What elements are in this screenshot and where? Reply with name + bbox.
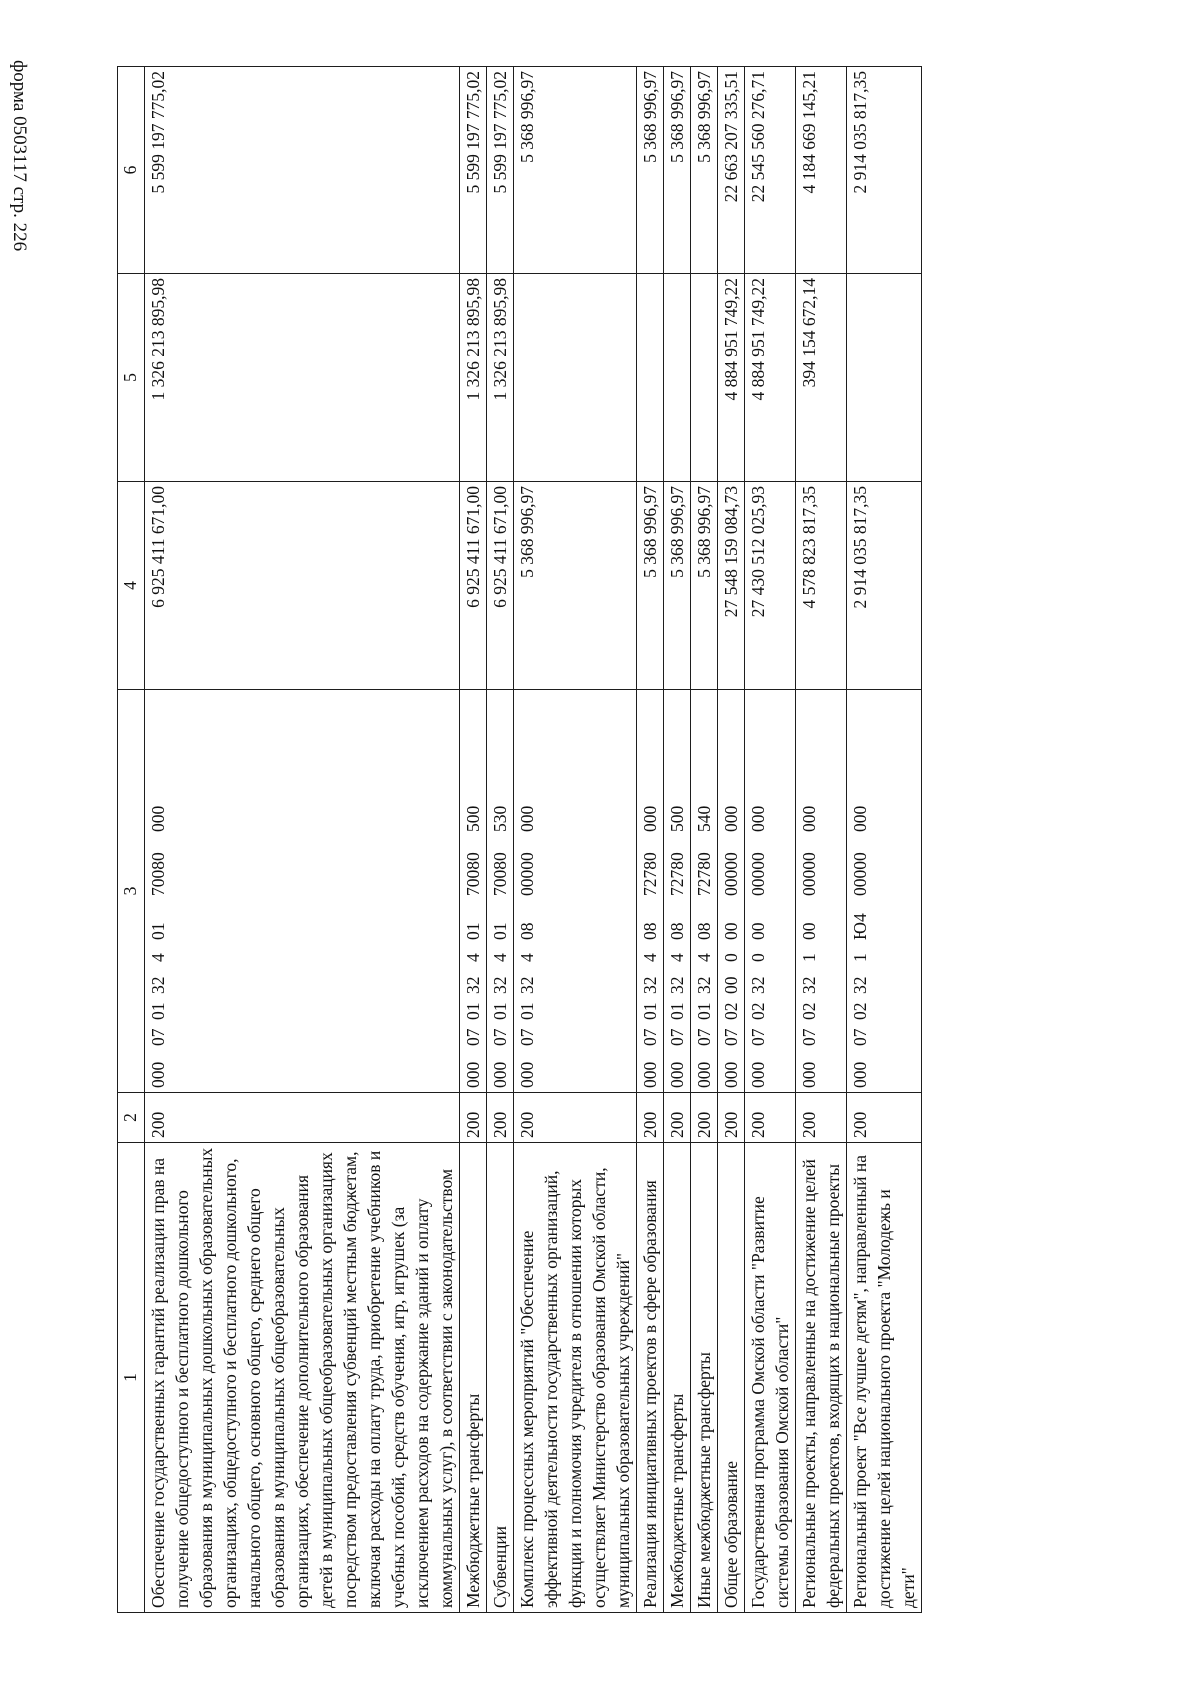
table-row — [745, 67, 796, 1613]
table-row — [847, 67, 922, 1613]
row-executed: 1 326 213 895,98 — [145, 274, 460, 482]
code-part: 00000 — [850, 852, 870, 896]
budget-table — [117, 66, 922, 1613]
row-name: Межбюджетные трансферты — [664, 1143, 691, 1613]
code-part: 08 — [667, 922, 687, 940]
row-unexecuted: 4 184 669 145,21 — [796, 67, 847, 274]
row-line-code: 200 — [745, 1093, 796, 1143]
code-part: 07 — [694, 1028, 714, 1046]
code-part: 07 — [517, 1028, 537, 1046]
code-part: 000 — [640, 1061, 660, 1088]
code-part: 08 — [640, 922, 660, 940]
row-unexecuted: 5 368 996,97 — [637, 67, 664, 274]
row-budget-code — [718, 690, 745, 1093]
code-part: 72780 — [640, 852, 660, 896]
form-header: форма 0503117 стр. 226 — [9, 60, 30, 252]
row-name: Региональные проекты, направленные на достижение целей федеральных проектов, входящих в национальные проекты — [796, 1143, 847, 1613]
row-unexecuted: 22 663 207 335,51 — [718, 67, 745, 274]
row-unexecuted: 22 545 560 276,71 — [745, 67, 796, 274]
row-unexecuted: 5 599 197 775,02 — [460, 67, 487, 274]
row-unexecuted: 5 368 996,97 — [691, 67, 718, 274]
row-line-code: 200 — [487, 1093, 514, 1143]
row-approved: 6 925 411 671,00 — [460, 482, 487, 690]
code-part: 00000 — [517, 852, 537, 896]
row-approved: 5 368 996,97 — [637, 482, 664, 690]
code-part: 000 — [850, 805, 870, 832]
code-part: 000 — [667, 1061, 687, 1088]
code-part: 00 — [799, 922, 819, 940]
code-part: 01 — [148, 1002, 168, 1020]
row-approved: 27 548 159 084,73 — [718, 482, 745, 690]
row-executed: 1 326 213 895,98 — [487, 274, 514, 482]
code-part: 000 — [721, 805, 741, 832]
code-part: 540 — [694, 805, 714, 832]
code-part: 32 — [799, 976, 819, 994]
table-row — [460, 67, 487, 1613]
code-part: 500 — [463, 805, 483, 832]
row-line-code: 200 — [718, 1093, 745, 1143]
code-part: 07 — [721, 1028, 741, 1046]
code-part: 000 — [694, 1061, 714, 1088]
row-unexecuted: 5 368 996,97 — [664, 67, 691, 274]
row-budget-code — [487, 690, 514, 1093]
row-name: Региональный проект "Все лучшее детям", направленный на достижение целей национального проекта "Молодежь и дети" — [847, 1143, 922, 1613]
col-header-1: 1 — [118, 1143, 145, 1613]
code-part: 00000 — [799, 852, 819, 896]
code-part: 00 — [748, 922, 768, 940]
code-part: 000 — [490, 1061, 510, 1088]
row-budget-code — [514, 690, 637, 1093]
code-part: 32 — [748, 976, 768, 994]
row-line-code: 200 — [637, 1093, 664, 1143]
row-budget-code — [460, 690, 487, 1093]
code-part: 4 — [463, 953, 483, 962]
table-row — [637, 67, 664, 1613]
row-approved: 4 578 823 817,35 — [796, 482, 847, 690]
code-part: 4 — [667, 953, 687, 962]
row-approved: 6 925 411 671,00 — [145, 482, 460, 690]
code-part: Ю4 — [850, 913, 870, 940]
row-line-code: 200 — [691, 1093, 718, 1143]
code-part: 32 — [463, 976, 483, 994]
row-approved: 6 925 411 671,00 — [487, 482, 514, 690]
row-line-code: 200 — [460, 1093, 487, 1143]
code-part: 02 — [799, 1002, 819, 1020]
code-part: 01 — [694, 1002, 714, 1020]
row-unexecuted: 5 368 996,97 — [514, 67, 637, 274]
row-executed: 394 154 672,14 — [796, 274, 847, 482]
code-part: 000 — [748, 805, 768, 832]
code-part: 000 — [640, 805, 660, 832]
row-budget-code — [664, 690, 691, 1093]
code-part: 000 — [517, 1061, 537, 1088]
code-part: 72780 — [694, 852, 714, 896]
code-part: 000 — [799, 805, 819, 832]
row-line-code: 200 — [514, 1093, 637, 1143]
rotated-page — [117, 67, 1004, 1613]
code-part: 32 — [850, 976, 870, 994]
code-part: 00000 — [721, 852, 741, 896]
code-part: 32 — [640, 976, 660, 994]
column-number-row — [118, 67, 145, 1613]
row-budget-code — [745, 690, 796, 1093]
code-part: 01 — [640, 1002, 660, 1020]
row-budget-code — [847, 690, 922, 1093]
code-part: 0 — [748, 953, 768, 962]
row-executed: 4 884 951 749,22 — [745, 274, 796, 482]
code-part: 530 — [490, 805, 510, 832]
row-approved: 2 914 035 817,35 — [847, 482, 922, 690]
code-part: 000 — [517, 805, 537, 832]
table-row — [691, 67, 718, 1613]
code-part: 4 — [694, 953, 714, 962]
code-part: 32 — [694, 976, 714, 994]
row-executed: 4 884 951 749,22 — [718, 274, 745, 482]
code-part: 01 — [490, 922, 510, 940]
code-part: 08 — [694, 922, 714, 940]
code-part: 000 — [850, 1061, 870, 1088]
code-part: 000 — [721, 1061, 741, 1088]
col-header-6: 6 — [118, 67, 145, 274]
row-name: Субвенции — [487, 1143, 514, 1613]
code-part: 07 — [850, 1028, 870, 1046]
col-header-5: 5 — [118, 274, 145, 482]
row-name: Комплекс процессных мероприятий "Обеспечение эффективной деятельности государственных организаций, функции и полномочия учредителя в отношении которых осуществляет Министерство образования Омской области, муниципальных образовательных учреждений" — [514, 1143, 637, 1613]
col-header-3: 3 — [118, 690, 145, 1093]
row-name: Общее образование — [718, 1143, 745, 1613]
row-line-code: 200 — [145, 1093, 460, 1143]
code-part: 32 — [667, 976, 687, 994]
row-approved: 5 368 996,97 — [691, 482, 718, 690]
code-part: 02 — [748, 1002, 768, 1020]
table-row — [487, 67, 514, 1613]
code-part: 4 — [517, 953, 537, 962]
row-name: Межбюджетные трансферты — [460, 1143, 487, 1613]
code-part: 32 — [517, 976, 537, 994]
row-name: Государственная программа Омской области "Развитие системы образования Омской области" — [745, 1143, 796, 1613]
row-approved: 5 368 996,97 — [514, 482, 637, 690]
code-part: 07 — [640, 1028, 660, 1046]
table-row — [514, 67, 637, 1613]
code-part: 01 — [490, 1002, 510, 1020]
code-part: 000 — [463, 1061, 483, 1088]
code-part: 02 — [850, 1002, 870, 1020]
code-part: 0 — [721, 953, 741, 962]
table-row — [796, 67, 847, 1613]
row-approved: 27 430 512 025,93 — [745, 482, 796, 690]
code-part: 70080 — [490, 852, 510, 896]
col-header-2: 2 — [118, 1093, 145, 1143]
code-part: 1 — [799, 953, 819, 962]
code-part: 00000 — [748, 852, 768, 896]
code-part: 500 — [667, 805, 687, 832]
row-budget-code — [796, 690, 847, 1093]
row-name: Обеспечение государственных гарантий реализации прав на получение общедоступного и бесплатного дошкольного образования в муниципальных дошкольных образовательных организациях, общедоступного и бесплатного дошкольного, начального общего, основного общего, среднего общего образования в муниципальных общеобразовательных организациях, обеспечение дополнительного образования детей в муниципальных общеобразовательных организациях посредством предоставления субвенций местным бюджетам, включая расходы на оплату труда, приобретение учебников и учебных пособий, средств обучения, игр, игрушек (за исключением расходов на содержание зданий и оплату коммунальных услуг), в соответствии с законодательством — [145, 1143, 460, 1613]
code-part: 01 — [667, 1002, 687, 1020]
row-name: Реализация инициативных проектов в сфере образования — [637, 1143, 664, 1613]
table-row — [664, 67, 691, 1613]
row-line-code: 200 — [664, 1093, 691, 1143]
row-executed — [664, 274, 691, 482]
code-part: 02 — [721, 1002, 741, 1020]
code-part: 07 — [799, 1028, 819, 1046]
code-part: 4 — [490, 953, 510, 962]
code-part: 01 — [463, 1002, 483, 1020]
table-row — [718, 67, 745, 1613]
code-part: 4 — [148, 953, 168, 962]
code-part: 07 — [748, 1028, 768, 1046]
row-unexecuted: 5 599 197 775,02 — [145, 67, 460, 274]
row-budget-code — [637, 690, 664, 1093]
row-executed — [691, 274, 718, 482]
row-approved: 5 368 996,97 — [664, 482, 691, 690]
col-header-4: 4 — [118, 482, 145, 690]
code-part: 4 — [640, 953, 660, 962]
code-part: 07 — [667, 1028, 687, 1046]
code-part: 08 — [517, 922, 537, 940]
code-part: 000 — [148, 805, 168, 832]
row-line-code: 200 — [796, 1093, 847, 1143]
row-executed — [514, 274, 637, 482]
row-name: Иные межбюджетные трансферты — [691, 1143, 718, 1613]
code-part: 00 — [721, 976, 741, 994]
code-part: 07 — [463, 1028, 483, 1046]
row-budget-code — [691, 690, 718, 1093]
code-part: 000 — [799, 1061, 819, 1088]
table-row — [145, 67, 460, 1613]
code-part: 000 — [748, 1061, 768, 1088]
code-part: 70080 — [148, 852, 168, 896]
row-executed — [637, 274, 664, 482]
code-part: 000 — [148, 1061, 168, 1088]
row-unexecuted: 5 599 197 775,02 — [487, 67, 514, 274]
row-line-code: 200 — [847, 1093, 922, 1143]
code-part: 01 — [463, 922, 483, 940]
code-part: 01 — [148, 922, 168, 940]
code-part: 72780 — [667, 852, 687, 896]
code-part: 1 — [850, 953, 870, 962]
code-part: 00 — [721, 922, 741, 940]
row-unexecuted: 2 914 035 817,35 — [847, 67, 922, 274]
row-executed: 1 326 213 895,98 — [460, 274, 487, 482]
code-part: 32 — [148, 976, 168, 994]
code-part: 32 — [490, 976, 510, 994]
code-part: 70080 — [463, 852, 483, 896]
code-part: 07 — [148, 1028, 168, 1046]
row-budget-code — [145, 690, 460, 1093]
code-part: 01 — [517, 1002, 537, 1020]
code-part: 07 — [490, 1028, 510, 1046]
row-executed — [847, 274, 922, 482]
